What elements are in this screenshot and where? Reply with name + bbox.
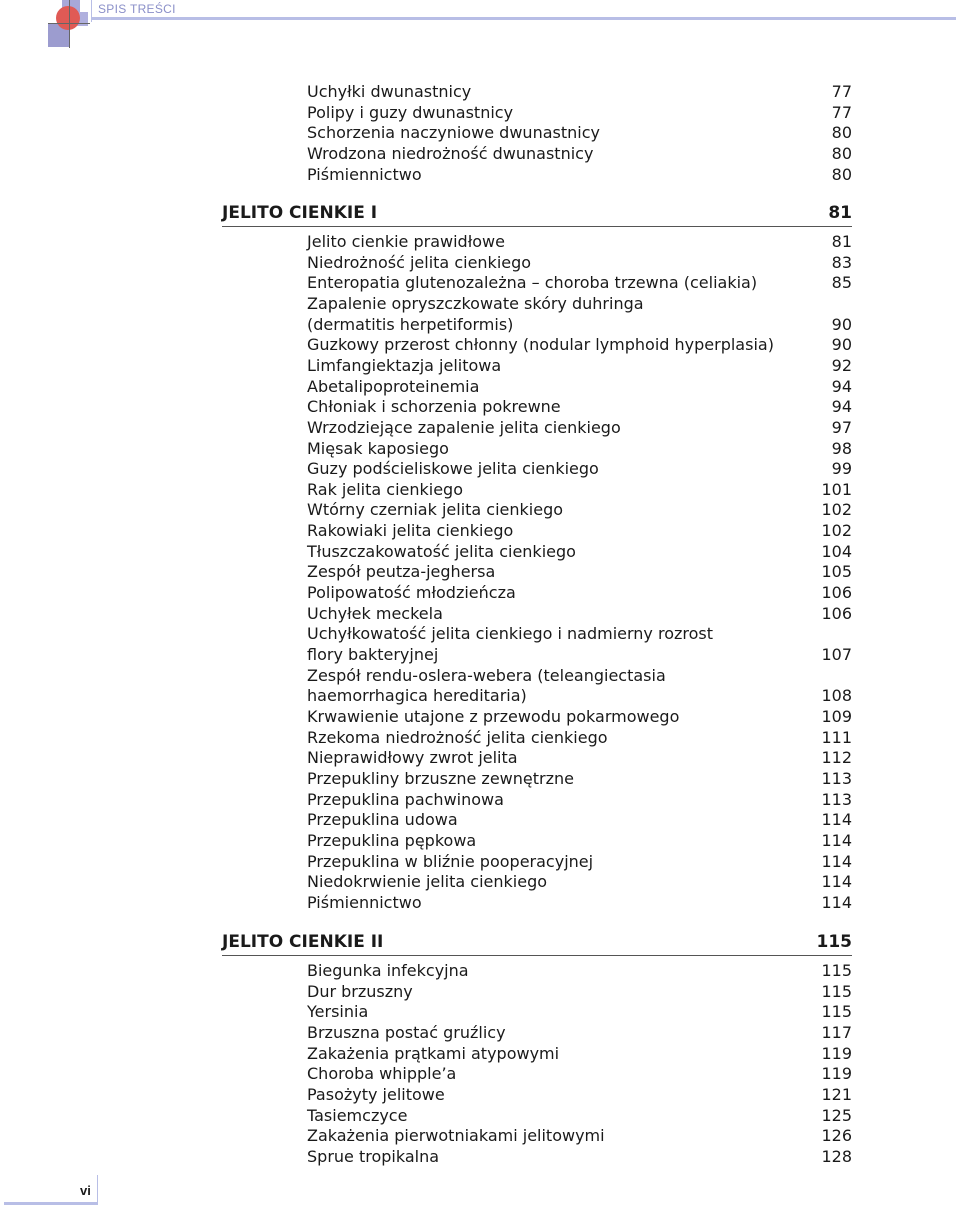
header-logo — [0, 0, 90, 50]
toc-entry[interactable] — [307, 439, 852, 459]
toc-entry-page: 94 — [831, 376, 852, 396]
toc-entry[interactable] — [307, 645, 852, 665]
toc-entry[interactable] — [307, 872, 852, 892]
toc-entry-page: 101 — [821, 479, 852, 499]
toc-entry[interactable] — [307, 686, 852, 706]
toc-entry-title: Polipowatość młodzieńcza — [307, 583, 516, 603]
toc-entry-page: 108 — [821, 686, 852, 706]
toc-entry[interactable] — [307, 1085, 852, 1105]
section-page: 115 — [816, 932, 852, 952]
toc-entry-title: Zespół peutza-jeghersa — [307, 562, 496, 582]
toc-entry[interactable] — [307, 790, 852, 810]
toc-entry-page: 83 — [831, 252, 852, 272]
toc-entry-page: 98 — [831, 438, 852, 458]
toc-entry-title: Uchyłki dwunastnicy — [307, 82, 472, 101]
toc-entry-page: 119 — [821, 1043, 852, 1063]
toc-entry[interactable] — [307, 521, 852, 541]
logo-circle — [56, 6, 80, 30]
toc-entry-title: Enteropatia glutenozależna – choroba trzewna (celiakia) — [307, 273, 758, 293]
toc-entry[interactable] — [307, 1106, 852, 1126]
toc-entry-page: 107 — [821, 645, 852, 664]
toc-entry-title: Schorzenia naczyniowe dwunastnicy — [307, 123, 600, 143]
toc-entry-title: Rak jelita cienkiego — [307, 479, 463, 499]
toc-entry-title: Piśmiennictwo — [307, 164, 422, 184]
toc-entry-title: Przepukliny brzuszne zewnętrzne — [307, 768, 574, 788]
toc-entry-page: 113 — [821, 789, 852, 809]
toc-entry-page: 94 — [831, 397, 852, 417]
toc-entry-page: 80 — [831, 164, 852, 184]
toc-entry-title: Zespół rendu-oslera-webera (teleangiectasia — [307, 665, 666, 685]
toc-entry-page: 128 — [821, 1146, 852, 1166]
toc-entry-title: flory bakteryjnej — [307, 645, 439, 664]
toc-entry-page: 80 — [831, 143, 852, 163]
toc-entry-title: Zakażenia prątkami atypowymi — [307, 1043, 560, 1063]
toc-entry-page: 102 — [821, 500, 852, 520]
toc-entry[interactable] — [307, 562, 852, 582]
toc-entry-title: Chłoniak i schorzenia pokrewne — [307, 397, 561, 417]
toc-entry-page: 92 — [831, 355, 852, 375]
toc-entry[interactable] — [307, 1147, 852, 1167]
toc-entry-title: haemorrhagica hereditaria) — [307, 686, 527, 706]
toc-entry[interactable] — [307, 397, 852, 417]
toc-entry-title: Zapalenie opryszczkowate skóry duhringa — [307, 293, 644, 313]
toc-entry-page: 115 — [821, 981, 852, 1001]
toc-entry-title: Zakażenia pierwotniakami jelitowymi — [307, 1126, 605, 1146]
toc-entry-title: Yersinia — [307, 1002, 369, 1022]
toc-entry-title: Wrzodziejące zapalenie jelita cienkiego — [307, 417, 621, 437]
toc-entry[interactable] — [307, 1064, 852, 1084]
toc-entry-title: Dur brzuszny — [307, 981, 413, 1001]
toc-entry-page: 81 — [831, 232, 852, 251]
toc-entry[interactable] — [307, 728, 852, 748]
toc-entry-title: Jelito cienkie prawidłowe — [307, 232, 505, 251]
toc-entry[interactable] — [307, 459, 852, 479]
page-number: vi — [80, 1183, 91, 1198]
toc-entry[interactable] — [307, 335, 852, 355]
toc-entry[interactable] — [307, 103, 852, 123]
toc-entry-title: Biegunka infekcyjna — [307, 961, 469, 980]
toc-entry-title: Rzekoma niedrożność jelita cienkiego — [307, 727, 608, 747]
toc-entry[interactable] — [307, 144, 852, 164]
toc-entry-title: (dermatitis herpetiformis) — [307, 314, 514, 334]
toc-entry-title: Uchyłkowatość jelita cienkiego i nadmierny rozrost — [307, 624, 714, 644]
toc-entry-page: 77 — [831, 82, 852, 101]
toc-entry-title: Przepuklina pachwinowa — [307, 789, 504, 809]
toc-entry-page: 99 — [831, 459, 852, 479]
toc-entry-page: 85 — [831, 273, 852, 293]
section-title: JELITO CIENKIE I — [222, 203, 378, 223]
toc-entry-page: 121 — [821, 1084, 852, 1104]
toc-entry[interactable] — [307, 583, 852, 603]
toc-entry-page: 102 — [821, 521, 852, 541]
toc-entry-page: 114 — [821, 892, 852, 912]
footer-rule — [4, 1202, 98, 1205]
toc-entry[interactable] — [307, 831, 852, 851]
toc-entry-page: 77 — [831, 102, 852, 122]
toc-entry-title: Wtórny czerniak jelita cienkiego — [307, 500, 564, 520]
toc-entry-title: Niedrożność jelita cienkiego — [307, 252, 532, 272]
toc-entry-title: Polipy i guzy dwunastnicy — [307, 102, 514, 122]
toc-entry[interactable] — [307, 1023, 852, 1043]
toc-entry-title: Rakowiaki jelita cienkiego — [307, 521, 514, 541]
toc-entry-title: Przepuklina pępkowa — [307, 830, 477, 850]
toc-entry-title: Nieprawidłowy zwrot jelita — [307, 748, 518, 768]
toc-entry[interactable] — [307, 232, 852, 252]
toc-entry[interactable] — [307, 500, 852, 520]
toc-entry-title: Krwawienie utajone z przewodu pokarmowego — [307, 706, 680, 726]
toc-entry-page: 113 — [821, 768, 852, 788]
toc-entry[interactable] — [307, 893, 852, 913]
toc-entry[interactable] — [307, 748, 852, 768]
toc-entry[interactable] — [307, 624, 852, 644]
toc-entry[interactable] — [307, 82, 852, 102]
toc-entry[interactable] — [307, 253, 852, 273]
toc-entry-page: 117 — [821, 1022, 852, 1042]
toc-entry-title: Guzkowy przerost chłonny (nodular lymphoid hyperplasia) — [307, 335, 774, 355]
toc-entry[interactable] — [307, 315, 852, 335]
header-rule — [91, 17, 956, 20]
toc-entry[interactable] — [307, 356, 852, 376]
toc-entry[interactable] — [307, 273, 852, 293]
toc-entry-page: 114 — [821, 872, 852, 892]
toc-entry[interactable] — [307, 165, 852, 185]
toc-entry[interactable] — [307, 377, 852, 397]
toc-entry[interactable] — [307, 1044, 852, 1064]
toc-entry-title: Brzuszna postać gruźlicy — [307, 1022, 506, 1042]
toc-entry[interactable] — [307, 810, 852, 830]
section-page: 81 — [828, 203, 852, 223]
logo-line — [69, 0, 70, 48]
toc-entry[interactable] — [307, 769, 852, 789]
toc-entry-page: 105 — [821, 562, 852, 582]
toc-entry-title: Tasiemczyce — [307, 1105, 408, 1125]
toc-section-heading[interactable] — [222, 202, 852, 227]
toc-entry-page: 106 — [821, 583, 852, 603]
toc-entry[interactable] — [307, 852, 852, 872]
toc-entry-title: Abetalipoproteinemia — [307, 376, 480, 396]
toc-entry[interactable] — [307, 604, 852, 624]
toc-entry-title: Limfangiektazja jelitowa — [307, 355, 502, 375]
running-header: SPIS TREŚCI — [98, 2, 176, 16]
toc-entry-title: Przepuklina w bliźnie pooperacyjnej — [307, 851, 594, 871]
toc-entry-title: Tłuszczakowatość jelita cienkiego — [307, 541, 576, 561]
toc-entry[interactable] — [307, 294, 852, 314]
toc-entry-title: Mięsak kaposiego — [307, 438, 449, 458]
toc-entry[interactable] — [307, 480, 852, 500]
toc-entry-title: Piśmiennictwo — [307, 892, 422, 912]
toc-entry-page: 115 — [821, 961, 852, 980]
toc-entry-page: 97 — [831, 417, 852, 437]
toc-entry-title: Niedokrwienie jelita cienkiego — [307, 872, 548, 892]
footer-divider — [97, 1175, 98, 1205]
toc-entry-title: Przepuklina udowa — [307, 810, 458, 830]
toc-entry-page: 119 — [821, 1064, 852, 1084]
toc-entry-page: 80 — [831, 123, 852, 143]
toc-entry[interactable] — [307, 542, 852, 562]
toc-entry-title: Uchyłek meckela — [307, 603, 443, 623]
toc-entry[interactable] — [307, 707, 852, 727]
toc-entry[interactable] — [307, 982, 852, 1002]
toc-entry[interactable] — [307, 123, 852, 143]
toc-entry-title: Choroba whipple’a — [307, 1064, 457, 1084]
toc-section-heading[interactable] — [222, 931, 852, 956]
section-title: JELITO CIENKIE II — [222, 932, 384, 952]
toc-entry-title: Wrodzona niedrożność dwunastnicy — [307, 143, 594, 163]
toc-entry[interactable] — [307, 1126, 852, 1146]
toc-entry-page: 111 — [821, 727, 852, 747]
toc-entry-page: 109 — [821, 706, 852, 726]
toc-entry-page: 112 — [821, 748, 852, 768]
toc-entry[interactable] — [307, 961, 852, 981]
toc-entry[interactable] — [307, 418, 852, 438]
toc-entry-page: 90 — [831, 314, 852, 334]
toc-entry-page: 126 — [821, 1126, 852, 1146]
toc-entry-page: 114 — [821, 830, 852, 850]
toc-entry-page: 125 — [821, 1105, 852, 1125]
toc-entry-page: 114 — [821, 851, 852, 871]
toc-entry-page: 104 — [821, 541, 852, 561]
toc-entry-title: Pasożyty jelitowe — [307, 1084, 445, 1104]
toc-entry-title: Sprue tropikalna — [307, 1146, 440, 1166]
toc-entry[interactable] — [307, 666, 852, 686]
logo-line — [48, 23, 90, 24]
toc-entry[interactable] — [307, 1002, 852, 1022]
toc-entry-page: 106 — [821, 603, 852, 623]
toc-entry-title: Guzy podścieliskowe jelita cienkiego — [307, 459, 599, 479]
toc-entry-page: 114 — [821, 810, 852, 830]
toc-entry-page: 115 — [821, 1002, 852, 1022]
toc-entry-page: 90 — [831, 335, 852, 355]
